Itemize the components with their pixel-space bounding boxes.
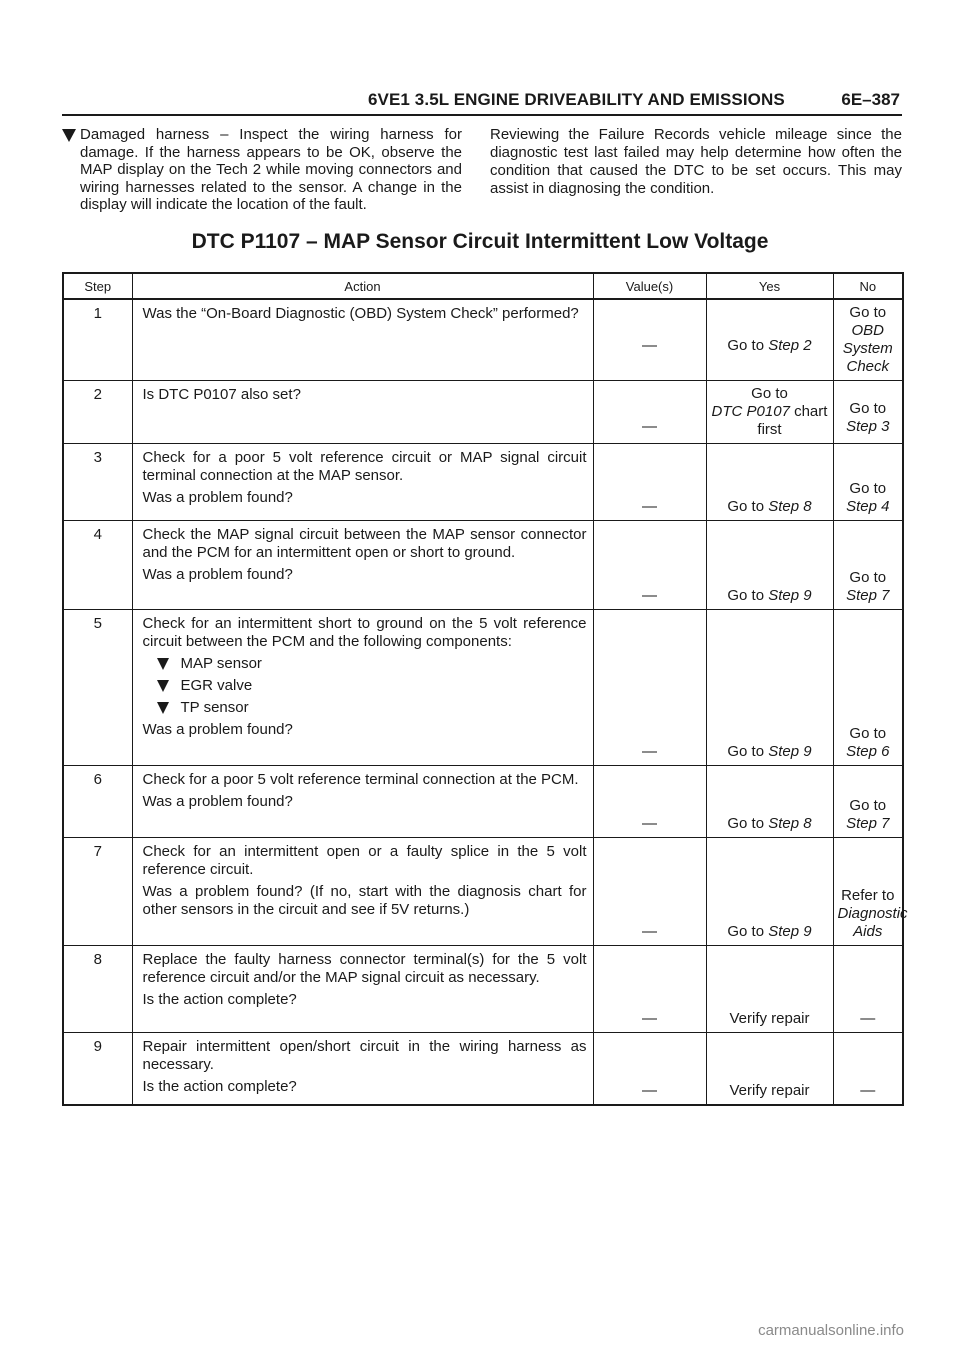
step-action: Check for an intermittent short to ground on the 5 volt reference circuit between the PCM and the following components: MAP sensor EGR valve TP sensor Was a problem found? [142,615,587,738]
diagnostic-table [62,272,908,1106]
header-title: 6VE1 3.5L ENGINE DRIVEABILITY AND EMISSIONS [368,90,785,109]
table-row [63,381,903,444]
step-yes: Verify repair [729,1010,810,1027]
step-number: 8 [93,951,102,968]
step-value: — [642,1010,657,1027]
step-no: Go to Step 7 [846,569,890,604]
table-row [63,1033,903,1106]
step-value: — [642,587,657,604]
step-yes: Go to Step 9 [727,587,812,604]
step-yes: Go to Step 9 [727,743,812,760]
bullet-triangle-icon [157,702,169,714]
intro-right-paragraph: Reviewing the Failure Records vehicle mileage since the diagnostic test last failed may help determine how often the condition that caused the DTC to be set occurs. This may assist in diagnosing the condition. [490,126,902,197]
step-action: Repair intermittent open/short circuit in the wiring harness as necessary. Is the action complete? [142,1038,587,1095]
intro-left-paragraph [62,126,462,214]
step-yes: Verify repair [729,1082,810,1099]
header-no: No [833,273,903,299]
step-number: 5 [93,615,102,632]
header-values: Value(s) [593,273,706,299]
step-no: Go to Step 3 [846,400,890,435]
step-no: Go to Step 4 [846,480,890,515]
page-header [62,88,902,116]
step-number: 3 [93,449,102,466]
page-number: 6E–387 [841,90,900,109]
step-number: 4 [93,526,102,543]
table-row [63,838,903,946]
step-action: Is DTC P0107 also set? [142,386,301,403]
component-list [143,655,587,721]
table-row [63,946,903,1033]
step-yes: Go to Step 8 [727,815,812,832]
header-step: Step [63,273,132,299]
step-number: 9 [93,1038,102,1055]
bullet-triangle-icon [157,680,169,692]
step-number: 7 [93,843,102,860]
table-row [63,766,903,838]
bullet-triangle-icon [157,658,169,670]
step-no: — [860,1082,876,1099]
table-row [63,610,903,766]
step-value: — [642,815,657,832]
step-no: Refer to Diagnostic Aids [837,887,908,940]
table-header-row [63,273,903,299]
step-action: Replace the faulty harness connector terminal(s) for the 5 volt reference circuit and/or the MAP signal circuit as necessary. Is the action complete? [142,951,587,1008]
list-item: EGR valve [157,677,587,695]
step-no: Go to Step 7 [846,797,890,832]
bullet-triangle-icon [62,129,76,142]
header-yes: Yes [706,273,833,299]
step-yes: Go to DTC P0107 chart first [711,385,828,438]
list-item: TP sensor [157,699,587,717]
step-number: 6 [93,771,102,788]
table-row [63,444,903,521]
table-row [63,299,903,381]
step-value: — [642,743,657,760]
step-action: Check for a poor 5 volt reference terminal connection at the PCM. Was a problem found? [142,771,579,810]
step-value: — [642,418,657,435]
step-value: — [642,1082,657,1099]
intro-left-text: Damaged harness – Inspect the wiring harness for damage. If the harness appears to be OK, observe the MAP display on the Tech 2 while moving connectors and wiring harnesses related to the sensor. A change in the display will indicate the location of the fault. [80,126,462,213]
table-row [63,521,903,610]
step-action: Check for a poor 5 volt reference circuit or MAP signal circuit terminal connection at the MAP sensor. Was a problem found? [142,449,587,506]
step-value: — [642,923,657,940]
header-action: Action [132,273,593,299]
step-value: — [642,498,657,515]
step-action: Check for an intermittent open or a faulty splice in the 5 volt reference circuit. Was a problem found? (If no, start with the diagnosis chart for other sensors in the circuit and see if 5V returns.) [142,843,587,918]
step-no: Go to Step 6 [846,725,890,760]
step-number: 2 [93,386,102,403]
list-item: MAP sensor [157,655,587,673]
step-no: — [860,1010,876,1027]
step-yes: Go to Step 9 [727,923,812,940]
step-action: Was the “On-Board Diagnostic (OBD) System Check” performed? [142,305,579,322]
step-yes: Go to Step 2 [727,337,812,354]
watermark-footer: carmanualsonline.info [758,1322,904,1339]
step-no: Go to OBD System Check [842,304,893,375]
step-number: 1 [93,305,102,322]
step-action: Check the MAP signal circuit between the MAP sensor connector and the PCM for an intermittent open or short to ground. Was a problem found? [142,526,587,583]
step-yes: Go to Step 8 [727,498,812,515]
section-title: DTC P1107 – MAP Sensor Circuit Intermittent Low Voltage [191,230,769,253]
step-value: — [642,337,657,354]
